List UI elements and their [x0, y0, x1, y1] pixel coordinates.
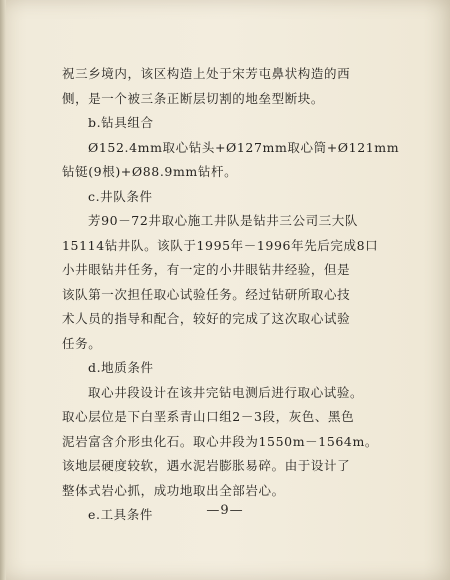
- page-spine-shadow: [0, 0, 6, 580]
- text-line: 祝三乡境内，该区构造上处于宋芳屯鼻状构造的西: [62, 66, 351, 81]
- text-line: 术人员的指导和配合，较好的完成了这次取心试验: [62, 311, 351, 326]
- text-line: 该队第一次担任取心试验任务。经过钻研所取心技: [62, 286, 351, 302]
- text-line: 该地层硬度较软，遇水泥岩膨胀易碎。由于设计了: [62, 458, 351, 473]
- text-line: 任务。: [62, 335, 102, 351]
- text-line: 侧，是一个被三条正断层切割的地垒型断块。: [62, 90, 325, 106]
- text-line: 钻铤(9根)+Ø88.9mm钻杆。: [62, 164, 238, 179]
- text-line: 取心层位是下白垩系青山口组2－3段，灰色、黑色: [62, 409, 355, 424]
- text-line: Ø152.4mm取心钻头+Ø127mm取心筒+Ø121mm: [88, 139, 400, 155]
- section-heading-d: d.地质条件: [88, 360, 154, 375]
- text-line: 15114钻井队。该队于1995年－1996年先后完成8口: [62, 237, 379, 253]
- text-line: 取心井段设计在该井完钻电测后进行取心试验。: [88, 384, 364, 400]
- section-heading-c: c.井队条件: [88, 188, 153, 204]
- text-line: 芳90－72井取心施工井队是钻井三公司三大队: [88, 213, 359, 228]
- section-heading-b: b.钻具组合: [88, 115, 154, 130]
- body-text: [62, 62, 412, 528]
- page-number: —9—: [206, 503, 244, 518]
- text-line: 泥岩富含介形虫化石。取心井段为1550m－1564m。: [62, 433, 379, 449]
- text-line: 小井眼钻井任务，有一定的小井眼钻井经验，但是: [62, 262, 351, 277]
- text-line: 整体式岩心抓，成功地取出全部岩心。: [62, 482, 285, 498]
- section-heading-e: e.工具条件: [88, 507, 153, 522]
